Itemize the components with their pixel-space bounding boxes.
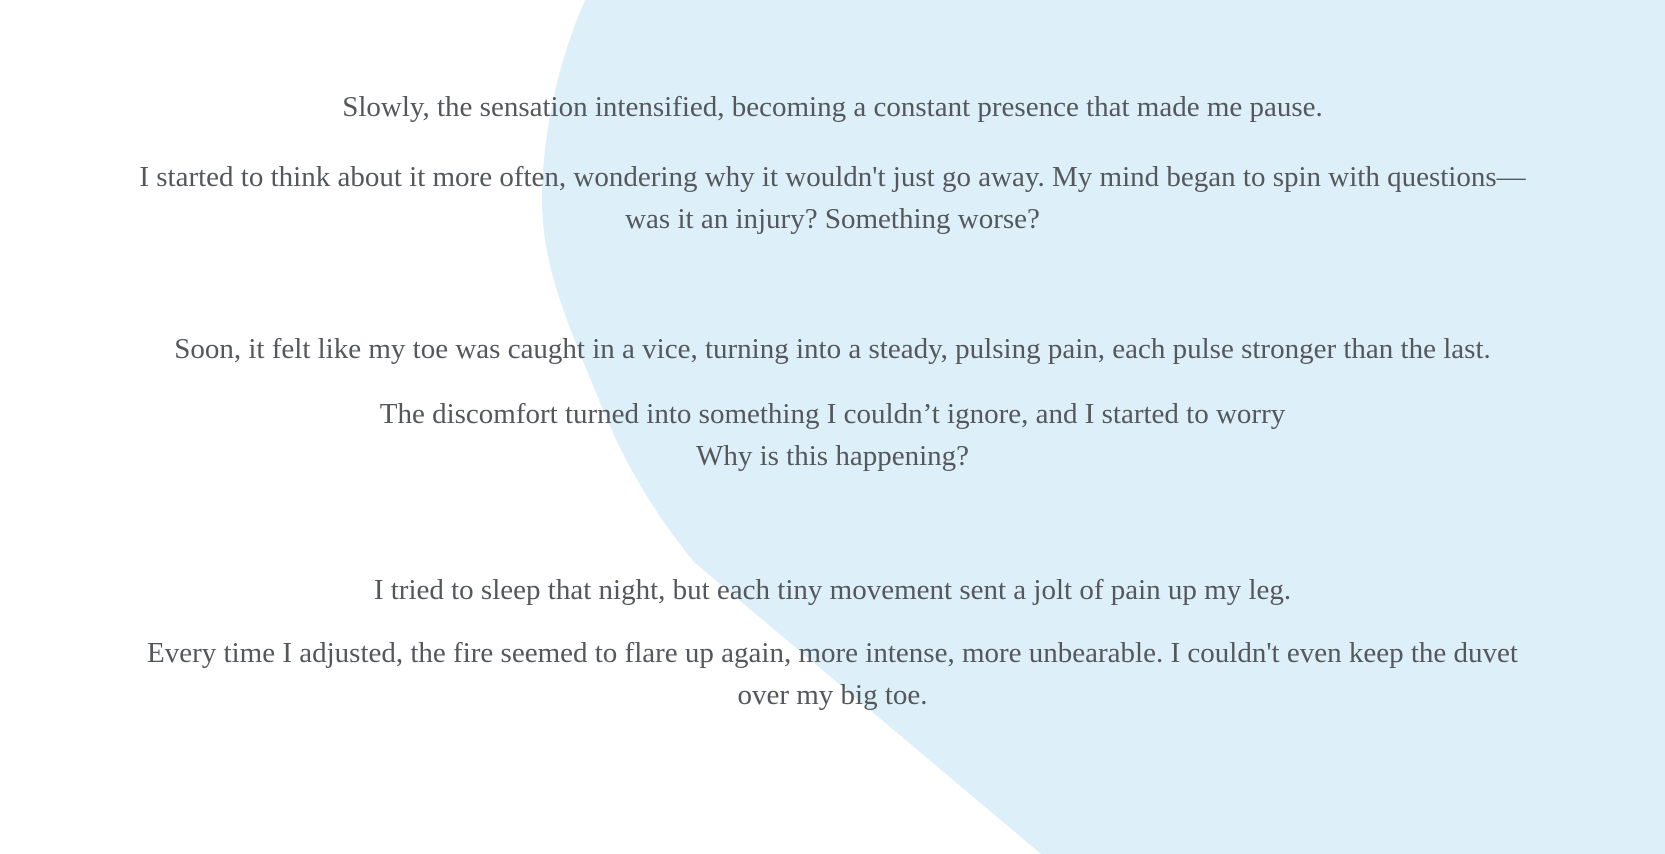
paragraph-fire-flare-up [0, 632, 1665, 716]
paragraph-sensation-intensified [0, 86, 1665, 128]
story-line: The discomfort turned into something I couldn’t ignore, and I started to worry [379, 398, 1286, 430]
story-line: Why is this happening? [695, 440, 970, 472]
story-line: I started to think about it more often, wondering why it wouldn't just go away. My mind began to spin with questions— [139, 161, 1526, 193]
story-line: Every time I adjusted, the fire seemed to flare up again, more intense, more unbearable. I couldn't even keep the duvet [147, 637, 1518, 669]
paragraph-toe-in-vice [0, 328, 1665, 370]
paragraph-tried-to-sleep [0, 569, 1665, 611]
paragraph-discomfort-worry [0, 393, 1665, 477]
story-line: I tried to sleep that night, but each tiny movement sent a jolt of pain up my leg. [373, 574, 1292, 606]
story-line: Slowly, the sensation intensified, becoming a constant presence that made me pause. [342, 91, 1323, 123]
story-line: Soon, it felt like my toe was caught in a vice, turning into a steady, pulsing pain, each pulse stronger than the last. [174, 333, 1491, 365]
story-line: was it an injury? Something worse? [625, 203, 1040, 235]
paragraph-think-more-often [0, 156, 1665, 240]
story-line: over my big toe. [737, 679, 928, 711]
